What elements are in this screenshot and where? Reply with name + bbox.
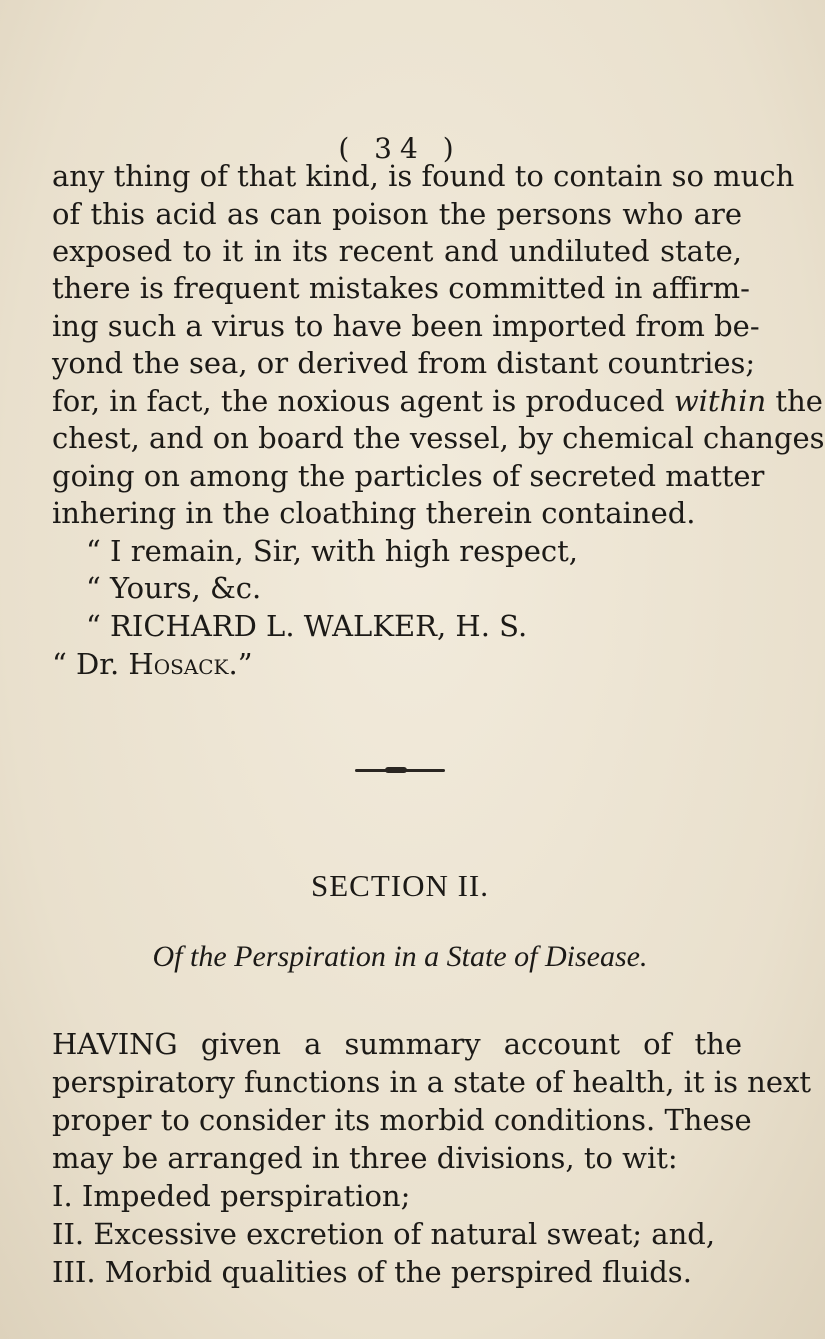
page-number: ( 34 ) — [338, 132, 462, 165]
closing-yours: “ Yours, &c. — [86, 571, 262, 605]
body-line: chest, and on board the vessel, by chemical changes — [52, 421, 825, 455]
addressee-close-quote: ” — [237, 647, 253, 681]
body-line: there is frequent mistakes committed in affirm- — [52, 271, 750, 305]
section-line: perspiratory functions in a state of health, it is next — [52, 1065, 812, 1099]
body-text: the — [775, 384, 823, 418]
body-line: any thing of that kind, is found to contain so much — [52, 159, 795, 193]
section-subtitle: Of the Perspiration in a State of Disease. — [152, 940, 648, 973]
signature-name: “ RICHARD L. WALKER, H. S. — [86, 609, 528, 643]
section-line: I. Impeded perspiration; — [52, 1179, 411, 1213]
body-line: exposed to it in its recent and undiluted state, — [52, 234, 742, 268]
addressee-prefix: “ Dr. — [52, 647, 129, 681]
section-divider — [355, 769, 445, 772]
body-line-with-italic — [52, 383, 823, 419]
body-line: yond the sea, or derived from distant countries; — [52, 346, 756, 380]
italic-word: within — [673, 384, 767, 418]
section-heading: SECTION II. — [310, 868, 490, 903]
body-line: of this acid as can poison the persons who are — [52, 197, 742, 231]
body-line: inhering in the cloathing therein contained. — [52, 496, 696, 530]
section-line: may be arranged in three divisions, to wit: — [52, 1141, 678, 1175]
closing-salutation: “ I remain, Sir, with high respect, — [86, 534, 578, 568]
body-line: going on among the particles of secreted matter — [52, 459, 765, 493]
body-text: for, in fact, the noxious agent is produced — [52, 384, 665, 418]
section-line: II. Excessive excretion of natural sweat; and, — [52, 1217, 716, 1251]
section-line: III. Morbid qualities of the perspired fluids. — [52, 1255, 692, 1289]
section-line: proper to consider its morbid conditions. These — [52, 1103, 752, 1137]
body-line: ing such a virus to have been imported from be- — [52, 309, 760, 343]
addressee-name: Hosack. — [128, 647, 238, 681]
section-line: HAVING given a summary account of the — [52, 1027, 742, 1061]
addressee — [52, 646, 742, 682]
